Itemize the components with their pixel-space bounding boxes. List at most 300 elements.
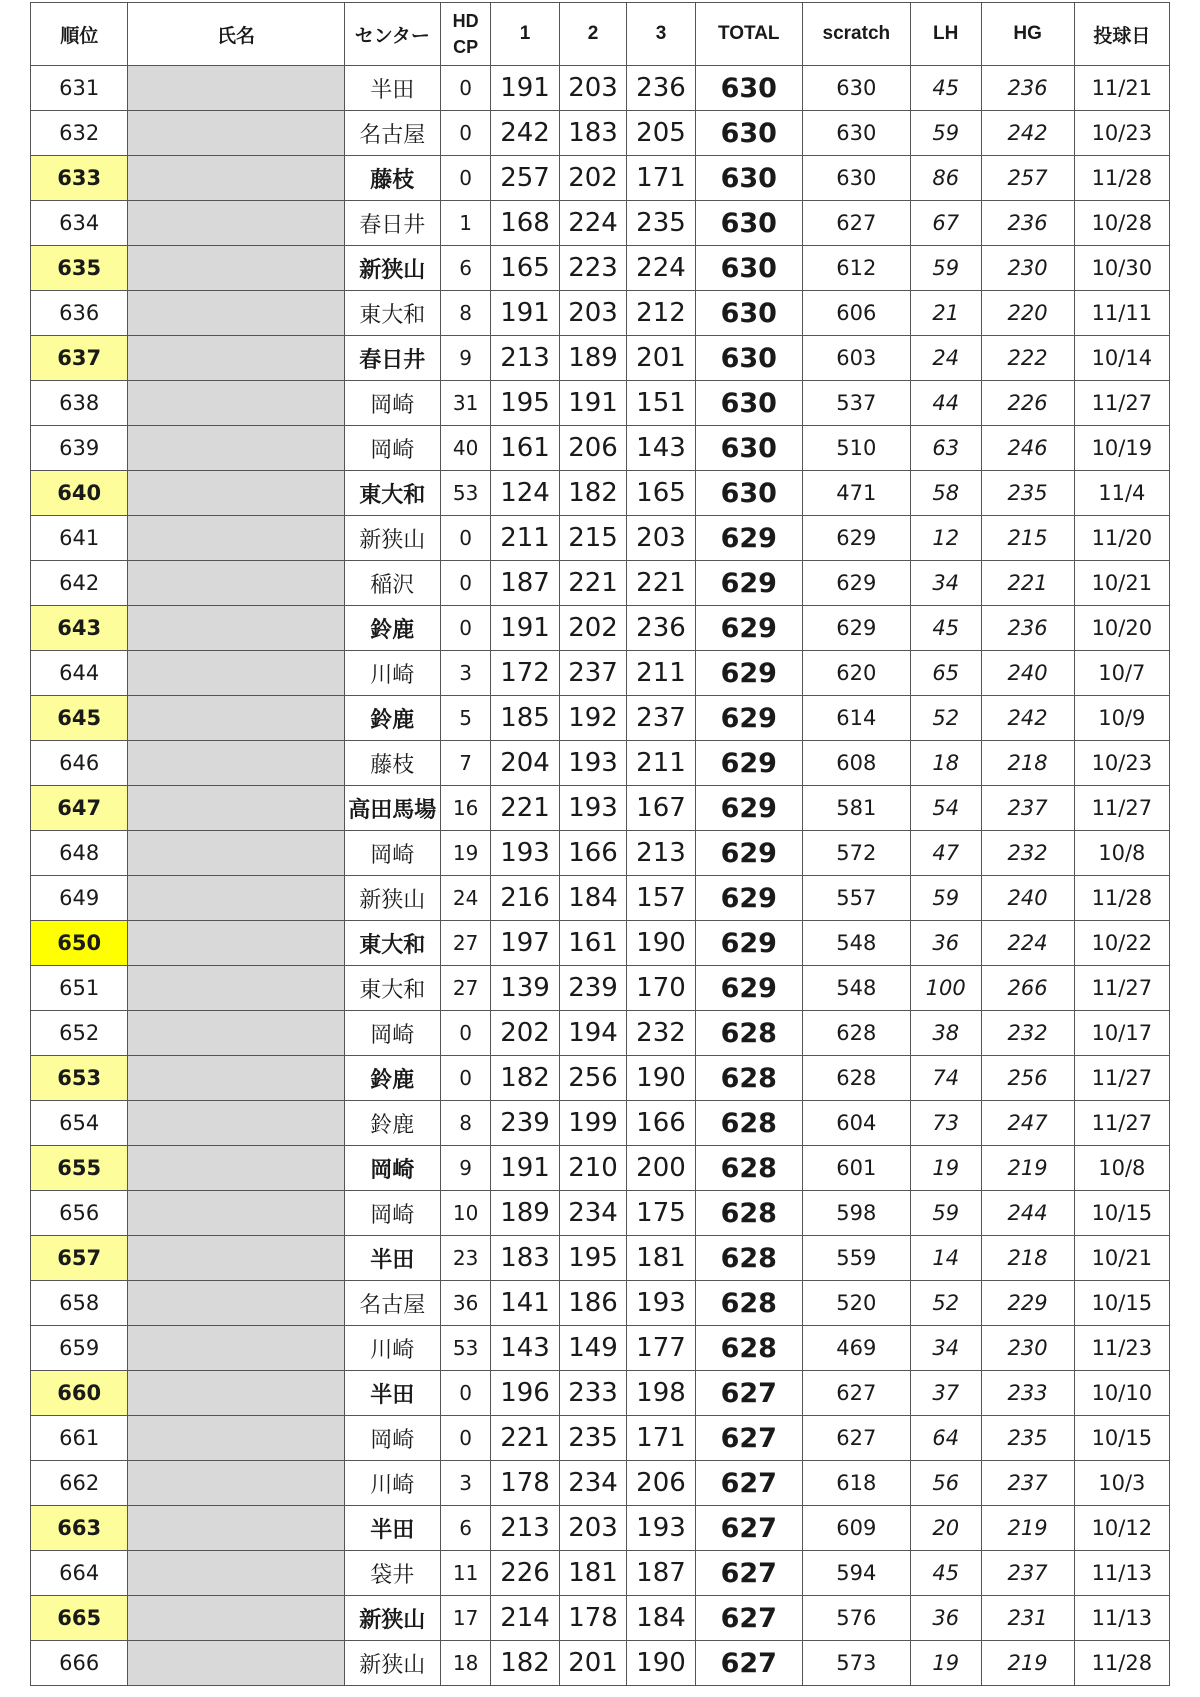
header-row (31, 3, 1170, 66)
table-row (31, 201, 1170, 246)
game3-cell: 236 (627, 66, 696, 111)
center-cell: 新狭山 (344, 246, 440, 291)
rank-cell: 653 (31, 1056, 128, 1101)
name-cell (128, 876, 344, 921)
game1-cell: 182 (491, 1641, 560, 1686)
hg-cell: 218 (981, 741, 1074, 786)
hdcp-cell: 17 (440, 1596, 490, 1641)
table-row (31, 1641, 1170, 1686)
game3-cell: 198 (627, 1371, 696, 1416)
rank-cell: 650 (31, 921, 128, 966)
scratch-cell: 629 (802, 606, 910, 651)
hg-cell: 242 (981, 111, 1074, 156)
name-cell (128, 561, 344, 606)
hg-cell: 237 (981, 1551, 1074, 1596)
game3-cell: 167 (627, 786, 696, 831)
scratch-cell: 627 (802, 1371, 910, 1416)
table-row (31, 1281, 1170, 1326)
game3-cell: 143 (627, 426, 696, 471)
date-cell: 10/28 (1074, 201, 1169, 246)
date-cell: 10/8 (1074, 1146, 1169, 1191)
name-cell (128, 1236, 344, 1281)
scratch-cell: 548 (802, 966, 910, 1011)
total-cell: 627 (695, 1371, 802, 1416)
hdcp-cell: 0 (440, 516, 490, 561)
total-cell: 627 (695, 1641, 802, 1686)
center-cell: 岡崎 (344, 1416, 440, 1461)
game2-cell: 182 (559, 471, 626, 516)
game1-cell: 213 (491, 1506, 560, 1551)
lh-cell: 36 (910, 921, 981, 966)
hdcp-line2: CP (453, 37, 479, 57)
rank-cell: 664 (31, 1551, 128, 1596)
rank-cell: 644 (31, 651, 128, 696)
name-cell (128, 516, 344, 561)
game1-cell: 124 (491, 471, 560, 516)
lh-cell: 64 (910, 1416, 981, 1461)
total-cell: 629 (695, 786, 802, 831)
date-cell: 10/14 (1074, 336, 1169, 381)
lh-cell: 74 (910, 1056, 981, 1101)
date-cell: 10/23 (1074, 741, 1169, 786)
total-cell: 627 (695, 1416, 802, 1461)
total-cell: 629 (695, 606, 802, 651)
scratch-cell: 630 (802, 66, 910, 111)
table-row (31, 111, 1170, 156)
hdcp-cell: 53 (440, 471, 490, 516)
hg-cell: 224 (981, 921, 1074, 966)
lh-cell: 14 (910, 1236, 981, 1281)
col-header-total: TOTAL (695, 3, 802, 66)
lh-cell: 34 (910, 1326, 981, 1371)
hg-cell: 244 (981, 1191, 1074, 1236)
rank-cell: 651 (31, 966, 128, 1011)
table-row (31, 696, 1170, 741)
total-cell: 627 (695, 1551, 802, 1596)
total-cell: 629 (695, 921, 802, 966)
game1-cell: 178 (491, 1461, 560, 1506)
game3-cell: 200 (627, 1146, 696, 1191)
col-header-lh: LH (910, 3, 981, 66)
date-cell: 10/8 (1074, 831, 1169, 876)
center-cell: 川崎 (344, 1461, 440, 1506)
hg-cell: 230 (981, 246, 1074, 291)
hdcp-cell: 0 (440, 1011, 490, 1056)
total-cell: 627 (695, 1461, 802, 1506)
hdcp-cell: 19 (440, 831, 490, 876)
scratch-cell: 620 (802, 651, 910, 696)
hg-cell: 257 (981, 156, 1074, 201)
total-cell: 628 (695, 1101, 802, 1146)
lh-cell: 59 (910, 111, 981, 156)
name-cell (128, 1056, 344, 1101)
lh-cell: 24 (910, 336, 981, 381)
lh-cell: 12 (910, 516, 981, 561)
hdcp-cell: 9 (440, 336, 490, 381)
game2-cell: 192 (559, 696, 626, 741)
hdcp-cell: 0 (440, 1056, 490, 1101)
center-cell: 川崎 (344, 651, 440, 696)
lh-cell: 45 (910, 606, 981, 651)
total-cell: 628 (695, 1056, 802, 1101)
name-cell (128, 921, 344, 966)
name-cell (128, 336, 344, 381)
hg-cell: 240 (981, 876, 1074, 921)
hg-cell: 221 (981, 561, 1074, 606)
hg-cell: 236 (981, 606, 1074, 651)
col-header-game2: 2 (559, 3, 626, 66)
rank-cell: 634 (31, 201, 128, 246)
game1-cell: 191 (491, 291, 560, 336)
table-row (31, 1371, 1170, 1416)
lh-cell: 19 (910, 1146, 981, 1191)
date-cell: 11/28 (1074, 1641, 1169, 1686)
center-cell: 半田 (344, 1236, 440, 1281)
game2-cell: 195 (559, 1236, 626, 1281)
game3-cell: 190 (627, 921, 696, 966)
scratch-cell: 573 (802, 1641, 910, 1686)
date-cell: 10/17 (1074, 1011, 1169, 1056)
game2-cell: 178 (559, 1596, 626, 1641)
game2-cell: 191 (559, 381, 626, 426)
game1-cell: 165 (491, 246, 560, 291)
table-row (31, 651, 1170, 696)
game2-cell: 239 (559, 966, 626, 1011)
hg-cell: 246 (981, 426, 1074, 471)
scratch-cell: 612 (802, 246, 910, 291)
game1-cell: 185 (491, 696, 560, 741)
lh-cell: 100 (910, 966, 981, 1011)
hg-cell: 219 (981, 1506, 1074, 1551)
center-cell: 藤枝 (344, 156, 440, 201)
rank-cell: 660 (31, 1371, 128, 1416)
table-row (31, 1326, 1170, 1371)
col-header-center: センター (344, 3, 440, 66)
center-cell: 東大和 (344, 471, 440, 516)
game1-cell: 193 (491, 831, 560, 876)
lh-cell: 38 (910, 1011, 981, 1056)
total-cell: 630 (695, 66, 802, 111)
lh-cell: 59 (910, 1191, 981, 1236)
center-cell: 岡崎 (344, 381, 440, 426)
center-cell: 名古屋 (344, 111, 440, 156)
rank-cell: 661 (31, 1416, 128, 1461)
name-cell (128, 1416, 344, 1461)
name-cell (128, 1551, 344, 1596)
hg-cell: 218 (981, 1236, 1074, 1281)
game1-cell: 221 (491, 786, 560, 831)
game1-cell: 161 (491, 426, 560, 471)
game1-cell: 239 (491, 1101, 560, 1146)
total-cell: 629 (695, 831, 802, 876)
rank-cell: 638 (31, 381, 128, 426)
date-cell: 10/15 (1074, 1191, 1169, 1236)
date-cell: 11/13 (1074, 1596, 1169, 1641)
hdcp-cell: 1 (440, 201, 490, 246)
rank-cell: 646 (31, 741, 128, 786)
center-cell: 袋井 (344, 1551, 440, 1596)
table-row (31, 381, 1170, 426)
hdcp-cell: 0 (440, 111, 490, 156)
hdcp-line1: HD (452, 11, 479, 31)
name-cell (128, 606, 344, 651)
hdcp-cell: 8 (440, 291, 490, 336)
name-cell (128, 696, 344, 741)
hg-cell: 235 (981, 1416, 1074, 1461)
scratch-cell: 559 (802, 1236, 910, 1281)
table-row (31, 966, 1170, 1011)
center-cell: 新狭山 (344, 876, 440, 921)
center-cell: 東大和 (344, 921, 440, 966)
date-cell: 10/23 (1074, 111, 1169, 156)
lh-cell: 45 (910, 1551, 981, 1596)
table-row (31, 1101, 1170, 1146)
scratch-cell: 548 (802, 921, 910, 966)
table-row (31, 1146, 1170, 1191)
total-cell: 627 (695, 1596, 802, 1641)
game3-cell: 224 (627, 246, 696, 291)
game3-cell: 237 (627, 696, 696, 741)
rank-cell: 640 (31, 471, 128, 516)
scratch-cell: 510 (802, 426, 910, 471)
hdcp-cell: 5 (440, 696, 490, 741)
date-cell: 10/19 (1074, 426, 1169, 471)
hdcp-cell: 16 (440, 786, 490, 831)
game3-cell: 171 (627, 156, 696, 201)
center-cell: 新狭山 (344, 516, 440, 561)
center-cell: 半田 (344, 1371, 440, 1416)
center-cell: 鈴鹿 (344, 606, 440, 651)
game1-cell: 226 (491, 1551, 560, 1596)
lh-cell: 65 (910, 651, 981, 696)
total-cell: 630 (695, 246, 802, 291)
game3-cell: 181 (627, 1236, 696, 1281)
hdcp-cell: 36 (440, 1281, 490, 1326)
date-cell: 11/28 (1074, 876, 1169, 921)
rank-cell: 643 (31, 606, 128, 651)
center-cell: 半田 (344, 66, 440, 111)
scratch-cell: 594 (802, 1551, 910, 1596)
rank-cell: 642 (31, 561, 128, 606)
lh-cell: 59 (910, 246, 981, 291)
date-cell: 11/27 (1074, 381, 1169, 426)
game3-cell: 213 (627, 831, 696, 876)
center-cell: 高田馬場 (344, 786, 440, 831)
hg-cell: 231 (981, 1596, 1074, 1641)
total-cell: 630 (695, 201, 802, 246)
game1-cell: 221 (491, 1416, 560, 1461)
game2-cell: 210 (559, 1146, 626, 1191)
center-cell: 川崎 (344, 1326, 440, 1371)
game2-cell: 183 (559, 111, 626, 156)
name-cell (128, 1506, 344, 1551)
name-cell (128, 1641, 344, 1686)
table-row (31, 246, 1170, 291)
scratch-cell: 581 (802, 786, 910, 831)
total-cell: 628 (695, 1146, 802, 1191)
rank-cell: 641 (31, 516, 128, 561)
hg-cell: 233 (981, 1371, 1074, 1416)
date-cell: 11/28 (1074, 156, 1169, 201)
game2-cell: 203 (559, 66, 626, 111)
game1-cell: 197 (491, 921, 560, 966)
rank-cell: 665 (31, 1596, 128, 1641)
game1-cell: 168 (491, 201, 560, 246)
rank-cell: 636 (31, 291, 128, 336)
game1-cell: 257 (491, 156, 560, 201)
table-row (31, 1236, 1170, 1281)
lh-cell: 45 (910, 66, 981, 111)
center-cell: 東大和 (344, 291, 440, 336)
lh-cell: 18 (910, 741, 981, 786)
table-row (31, 1416, 1170, 1461)
total-cell: 628 (695, 1326, 802, 1371)
game1-cell: 242 (491, 111, 560, 156)
lh-cell: 67 (910, 201, 981, 246)
game3-cell: 193 (627, 1506, 696, 1551)
name-cell (128, 201, 344, 246)
total-cell: 628 (695, 1011, 802, 1056)
game1-cell: 214 (491, 1596, 560, 1641)
game3-cell: 184 (627, 1596, 696, 1641)
total-cell: 630 (695, 426, 802, 471)
center-cell: 新狭山 (344, 1641, 440, 1686)
scratch-cell: 572 (802, 831, 910, 876)
scratch-cell: 606 (802, 291, 910, 336)
rank-cell: 654 (31, 1101, 128, 1146)
scratch-cell: 598 (802, 1191, 910, 1236)
name-cell (128, 786, 344, 831)
rank-cell: 639 (31, 426, 128, 471)
game3-cell: 177 (627, 1326, 696, 1371)
game1-cell: 213 (491, 336, 560, 381)
game3-cell: 193 (627, 1281, 696, 1326)
hdcp-cell: 18 (440, 1641, 490, 1686)
game1-cell: 191 (491, 606, 560, 651)
rank-cell: 662 (31, 1461, 128, 1506)
lh-cell: 52 (910, 1281, 981, 1326)
center-cell: 鈴鹿 (344, 696, 440, 741)
game3-cell: 201 (627, 336, 696, 381)
table-row (31, 921, 1170, 966)
hg-cell: 247 (981, 1101, 1074, 1146)
hdcp-cell: 27 (440, 921, 490, 966)
hg-cell: 236 (981, 201, 1074, 246)
rank-cell: 633 (31, 156, 128, 201)
table-row (31, 606, 1170, 651)
hdcp-cell: 40 (440, 426, 490, 471)
lh-cell: 56 (910, 1461, 981, 1506)
name-cell (128, 651, 344, 696)
date-cell: 11/4 (1074, 471, 1169, 516)
name-cell (128, 111, 344, 156)
lh-cell: 21 (910, 291, 981, 336)
hdcp-cell: 23 (440, 1236, 490, 1281)
game2-cell: 221 (559, 561, 626, 606)
center-cell: 岡崎 (344, 1191, 440, 1236)
game2-cell: 193 (559, 786, 626, 831)
lh-cell: 58 (910, 471, 981, 516)
name-cell (128, 741, 344, 786)
game1-cell: 204 (491, 741, 560, 786)
total-cell: 629 (695, 561, 802, 606)
date-cell: 10/12 (1074, 1506, 1169, 1551)
hdcp-cell: 9 (440, 1146, 490, 1191)
col-header-hdcp (440, 3, 490, 66)
scratch-cell: 601 (802, 1146, 910, 1191)
total-cell: 629 (695, 651, 802, 696)
scratch-cell: 628 (802, 1056, 910, 1101)
table-row (31, 876, 1170, 921)
center-cell: 名古屋 (344, 1281, 440, 1326)
hg-cell: 236 (981, 66, 1074, 111)
game2-cell: 166 (559, 831, 626, 876)
rank-cell: 666 (31, 1641, 128, 1686)
lh-cell: 54 (910, 786, 981, 831)
name-cell (128, 1281, 344, 1326)
rank-cell: 635 (31, 246, 128, 291)
hg-cell: 256 (981, 1056, 1074, 1101)
game1-cell: 187 (491, 561, 560, 606)
table-row (31, 471, 1170, 516)
table-row (31, 561, 1170, 606)
name-cell (128, 291, 344, 336)
total-cell: 629 (695, 741, 802, 786)
hdcp-cell: 31 (440, 381, 490, 426)
name-cell (128, 1101, 344, 1146)
name-cell (128, 426, 344, 471)
game2-cell: 202 (559, 606, 626, 651)
table-body (31, 66, 1170, 1686)
name-cell (128, 1326, 344, 1371)
table-row (31, 156, 1170, 201)
hg-cell: 232 (981, 1011, 1074, 1056)
date-cell: 10/15 (1074, 1281, 1169, 1326)
scratch-cell: 603 (802, 336, 910, 381)
table-row (31, 1011, 1170, 1056)
hg-cell: 219 (981, 1146, 1074, 1191)
hdcp-cell: 10 (440, 1191, 490, 1236)
table-row (31, 741, 1170, 786)
game2-cell: 161 (559, 921, 626, 966)
game2-cell: 223 (559, 246, 626, 291)
game1-cell: 191 (491, 66, 560, 111)
rank-cell: 656 (31, 1191, 128, 1236)
col-header-game3: 3 (627, 3, 696, 66)
table-row (31, 66, 1170, 111)
table-header (31, 3, 1170, 66)
hdcp-cell: 11 (440, 1551, 490, 1596)
total-cell: 629 (695, 516, 802, 561)
scratch-cell: 469 (802, 1326, 910, 1371)
date-cell: 10/7 (1074, 651, 1169, 696)
center-cell: 岡崎 (344, 831, 440, 876)
game2-cell: 194 (559, 1011, 626, 1056)
name-cell (128, 831, 344, 876)
game2-cell: 201 (559, 1641, 626, 1686)
table-row (31, 786, 1170, 831)
game3-cell: 157 (627, 876, 696, 921)
rank-cell: 649 (31, 876, 128, 921)
hdcp-cell: 0 (440, 1416, 490, 1461)
rank-cell: 648 (31, 831, 128, 876)
game3-cell: 190 (627, 1641, 696, 1686)
hdcp-cell: 53 (440, 1326, 490, 1371)
game2-cell: 202 (559, 156, 626, 201)
scratch-cell: 557 (802, 876, 910, 921)
scratch-cell: 630 (802, 111, 910, 156)
hdcp-cell: 8 (440, 1101, 490, 1146)
